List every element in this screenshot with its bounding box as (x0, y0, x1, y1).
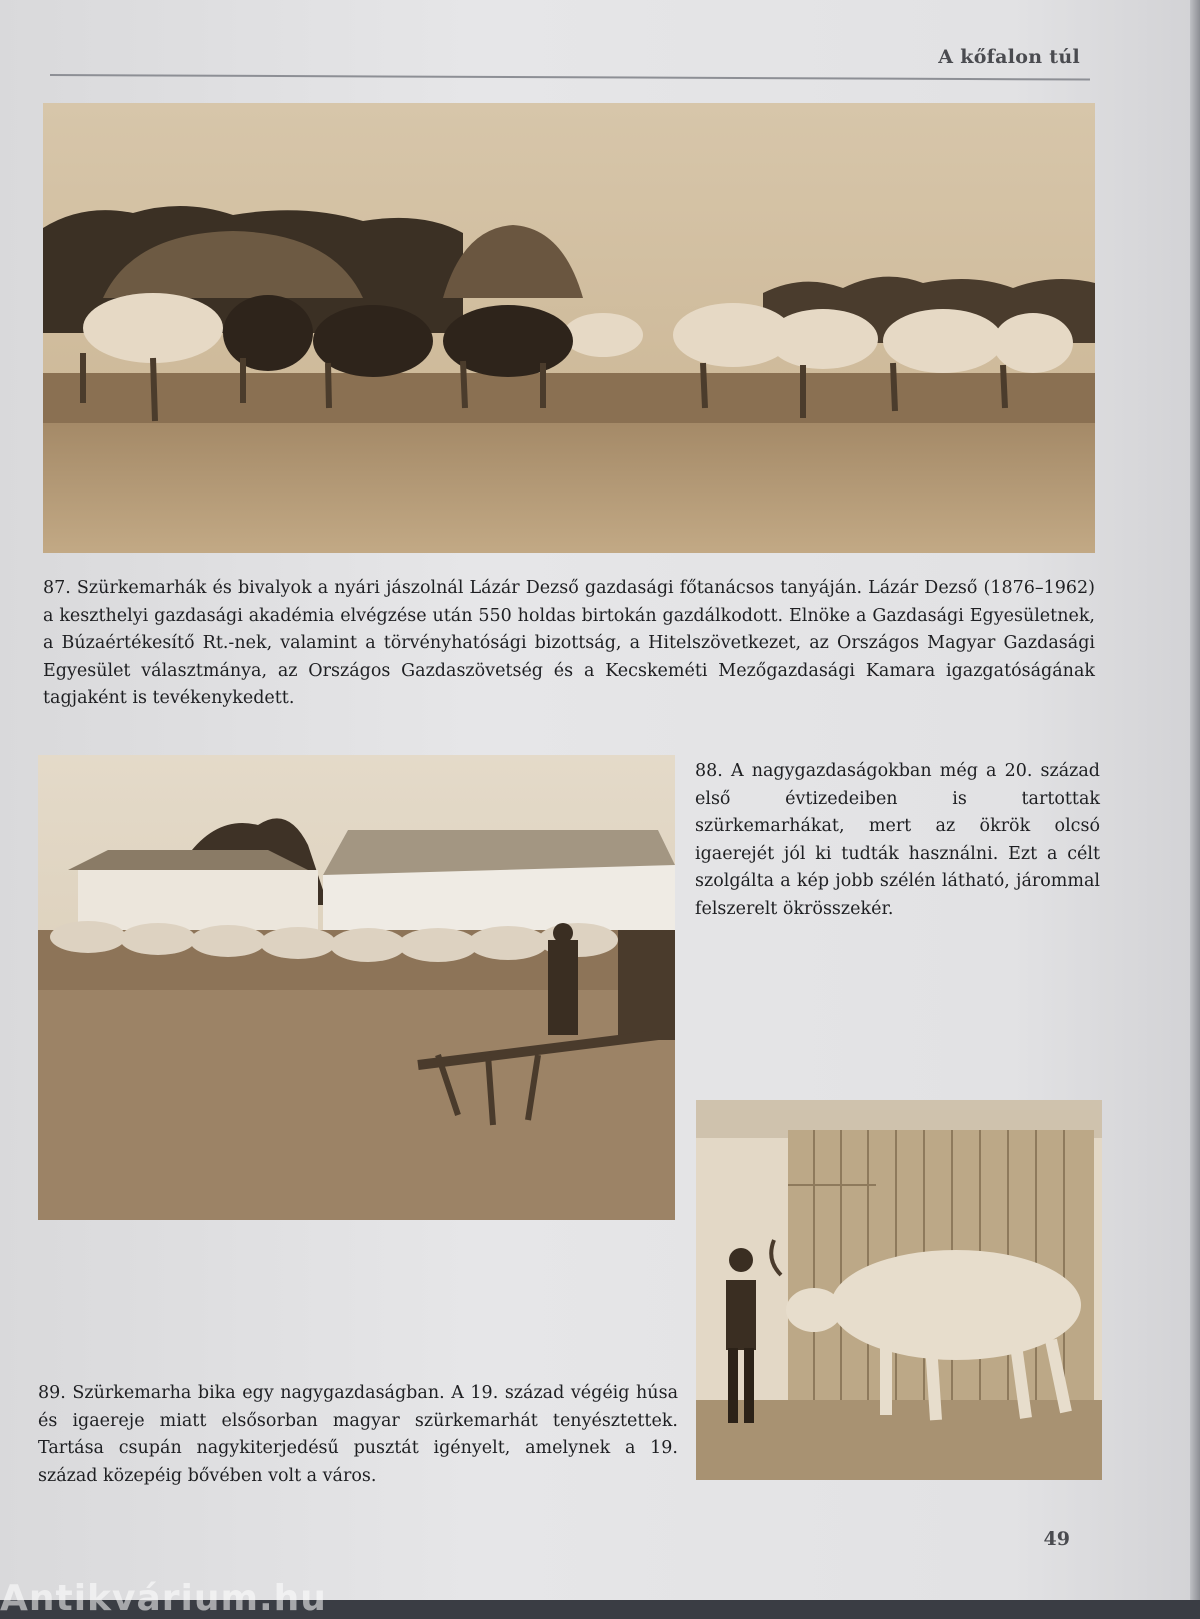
photo-estate-oxen (38, 755, 675, 1220)
photo-estate-oxen-image (38, 755, 675, 1220)
photo-grey-cattle-bull (696, 1100, 1102, 1480)
running-title: A kőfalon túl (938, 46, 1080, 68)
figure-88-caption: 88. A nagygazdaságokban még a 20. század első évtizedeiben is tartottak szürkemarhákat, mert az ökrök olcsó igaerejét jól ki tudták használni. Ezt a célt szolgálta a kép jobb szélén látható, járommal felszerelt ökrösszekér. (695, 761, 1100, 919)
photo-grey-cattle-bull-image (696, 1100, 1102, 1480)
figure-87-caption: 87. Szürkemarhák és bivalyok a nyári jászolnál Lázár Dezső gazdasági főtanácsos tanyáján. Lázár Dezső (1876–1962) a keszthelyi gazdasági akadémia elvégzése után 550 holdas birtokán gazdálkodott. Elnöke a Gazdasági Egyesületnek, a Búzaértékesítő Rt.-nek, valamint a törvényhatósági bizottság, a Hitelszövetkezet, az Országos Magyar Gazdasági Egyesület választmánya, az Országos Gazdaszövetség és a Kecskeméti Mezőgazdasági Kamara igazgatóságának tagjaként is tevékenykedett. (43, 578, 1095, 708)
figure-89-caption: 89. Szürkemarha bika egy nagygazdaságban. A 19. század végéig húsa és igaereje miatt elsősorban magyar szürkemarhát tenyésztettek. Tartása csupán nagykiterjedésű pusztát igényelt, amelynek a 19. század közepéig bővében volt a város. (38, 1383, 678, 1486)
photo-cattle-at-manger (43, 103, 1095, 553)
watermark: Antikvárium.hu (0, 1578, 327, 1619)
header-rule (50, 74, 1090, 81)
page-edge (1190, 0, 1200, 1600)
photo-cattle-at-manger-image (43, 103, 1095, 553)
page-number: 49 (1043, 1528, 1070, 1550)
